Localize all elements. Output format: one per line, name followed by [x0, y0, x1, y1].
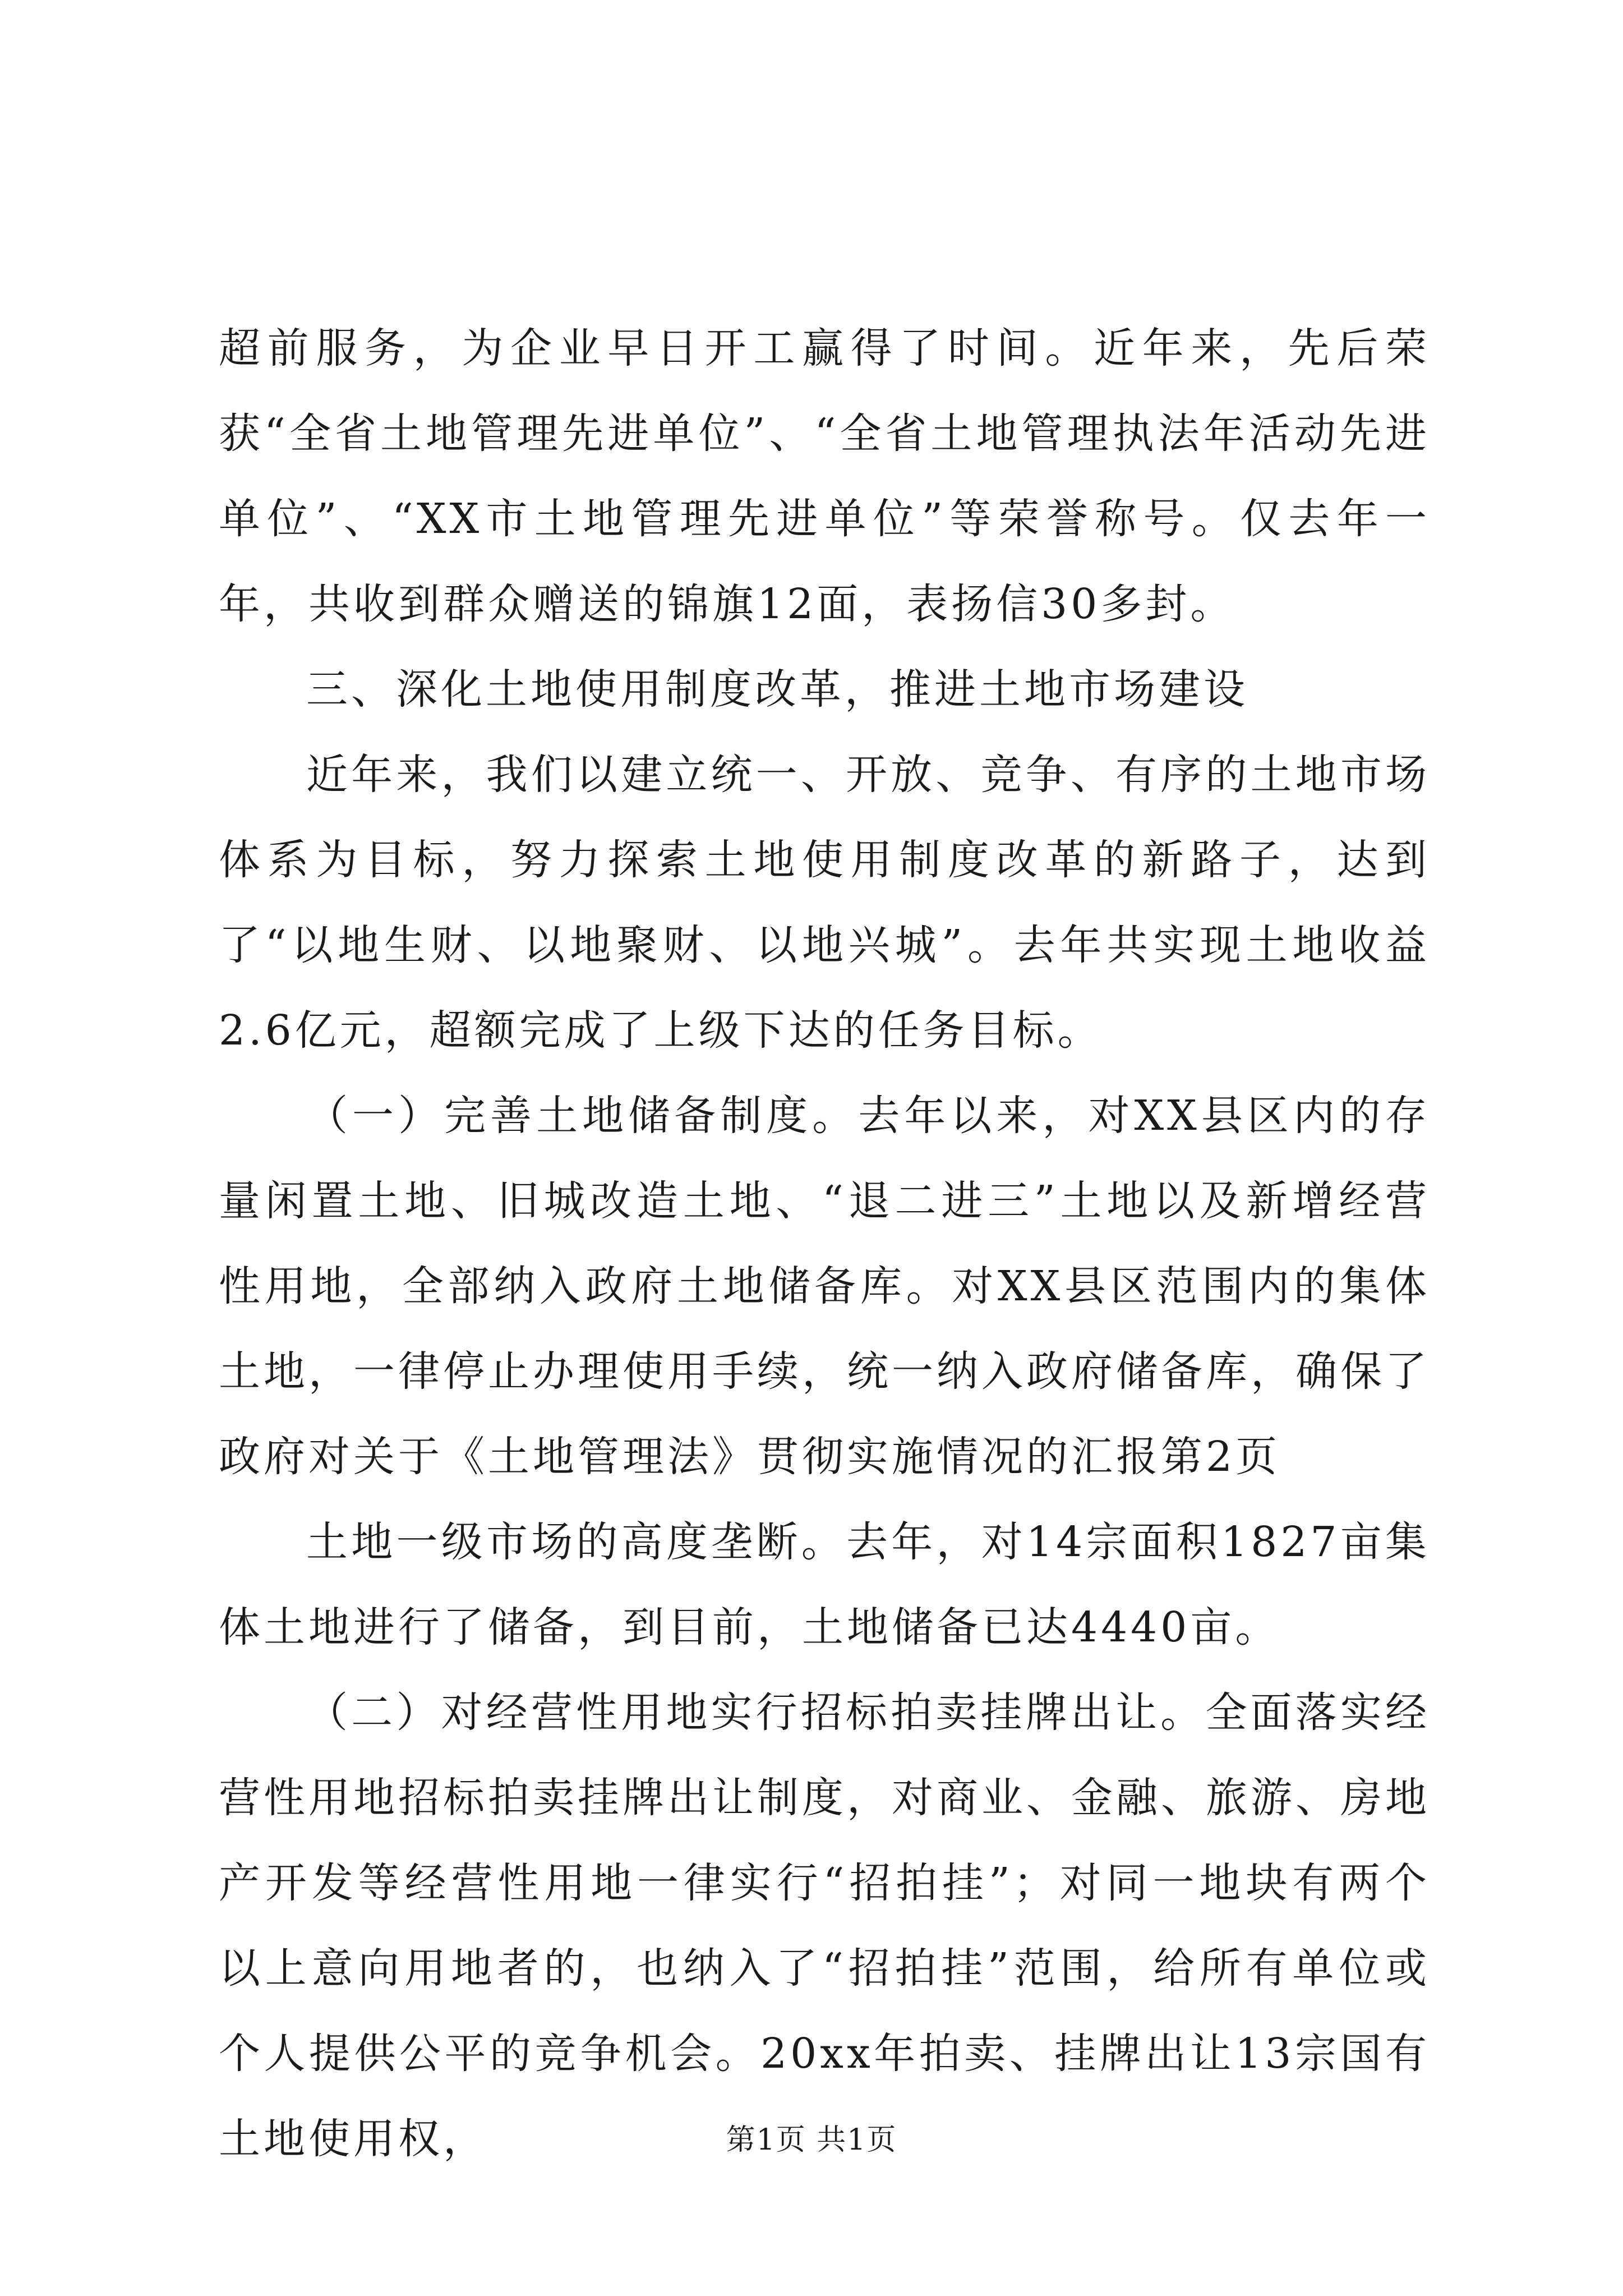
paragraph-auction-listing: （二）对经营性用地实行招标拍卖挂牌出让。全面落实经营性用地招标拍卖挂牌出让制度，对商业、金融、旅游、房地产开发等经营性用地一律实行“招拍挂”；对同一地块有两个以上意向用地者的，也纳入了“招拍挂”范围，给所有单位或个人提供公平的竞争机会。20xx年拍卖、挂牌出让13宗国有土地使用权， [219, 1688, 1430, 2163]
section-heading-three: 三、深化土地使用制度改革，推进土地市场建设 [306, 665, 1248, 714]
document-body [219, 306, 1430, 2182]
paragraph-continued-service: 超前服务，为企业早日开工赢得了时间。近年来，先后荣获“全省土地管理先进单位”、“全省土地管理执法年活动先进单位”、“XX市土地管理先进单位”等荣誉称号。仅去年一年，共收到群众赠送的锦旗12面，表扬信30多封。 [219, 324, 1430, 628]
page-footer: 第1页 共1页 [726, 2123, 897, 2157]
paragraph-land-market: 近年来，我们以建立统一、开放、竞争、有序的土地市场体系为目标，努力探索土地使用制度改革的新路子，达到了“以地生财、以地聚财、以地兴城”。去年共实现土地收益2.6亿元，超额完成了上级下达的任务目标。 [219, 751, 1430, 1055]
paragraph-primary-market: 土地一级市场的高度垄断。去年，对14宗面积1827亩集体土地进行了储备，到目前，土地储备已达4440亩。 [219, 1518, 1430, 1651]
paragraph-land-reserve: （一）完善土地储备制度。去年以来，对XX县区内的存量闲置土地、旧城改造土地、“退二进三”土地以及新增经营性用地，全部纳入政府土地储备库。对XX县区范围内的集体土地，一律停止办理使用手续，统一纳入政府储备库，确保了政府对关于《土地管理法》贯彻实施情况的汇报第2页 [219, 1092, 1430, 1481]
